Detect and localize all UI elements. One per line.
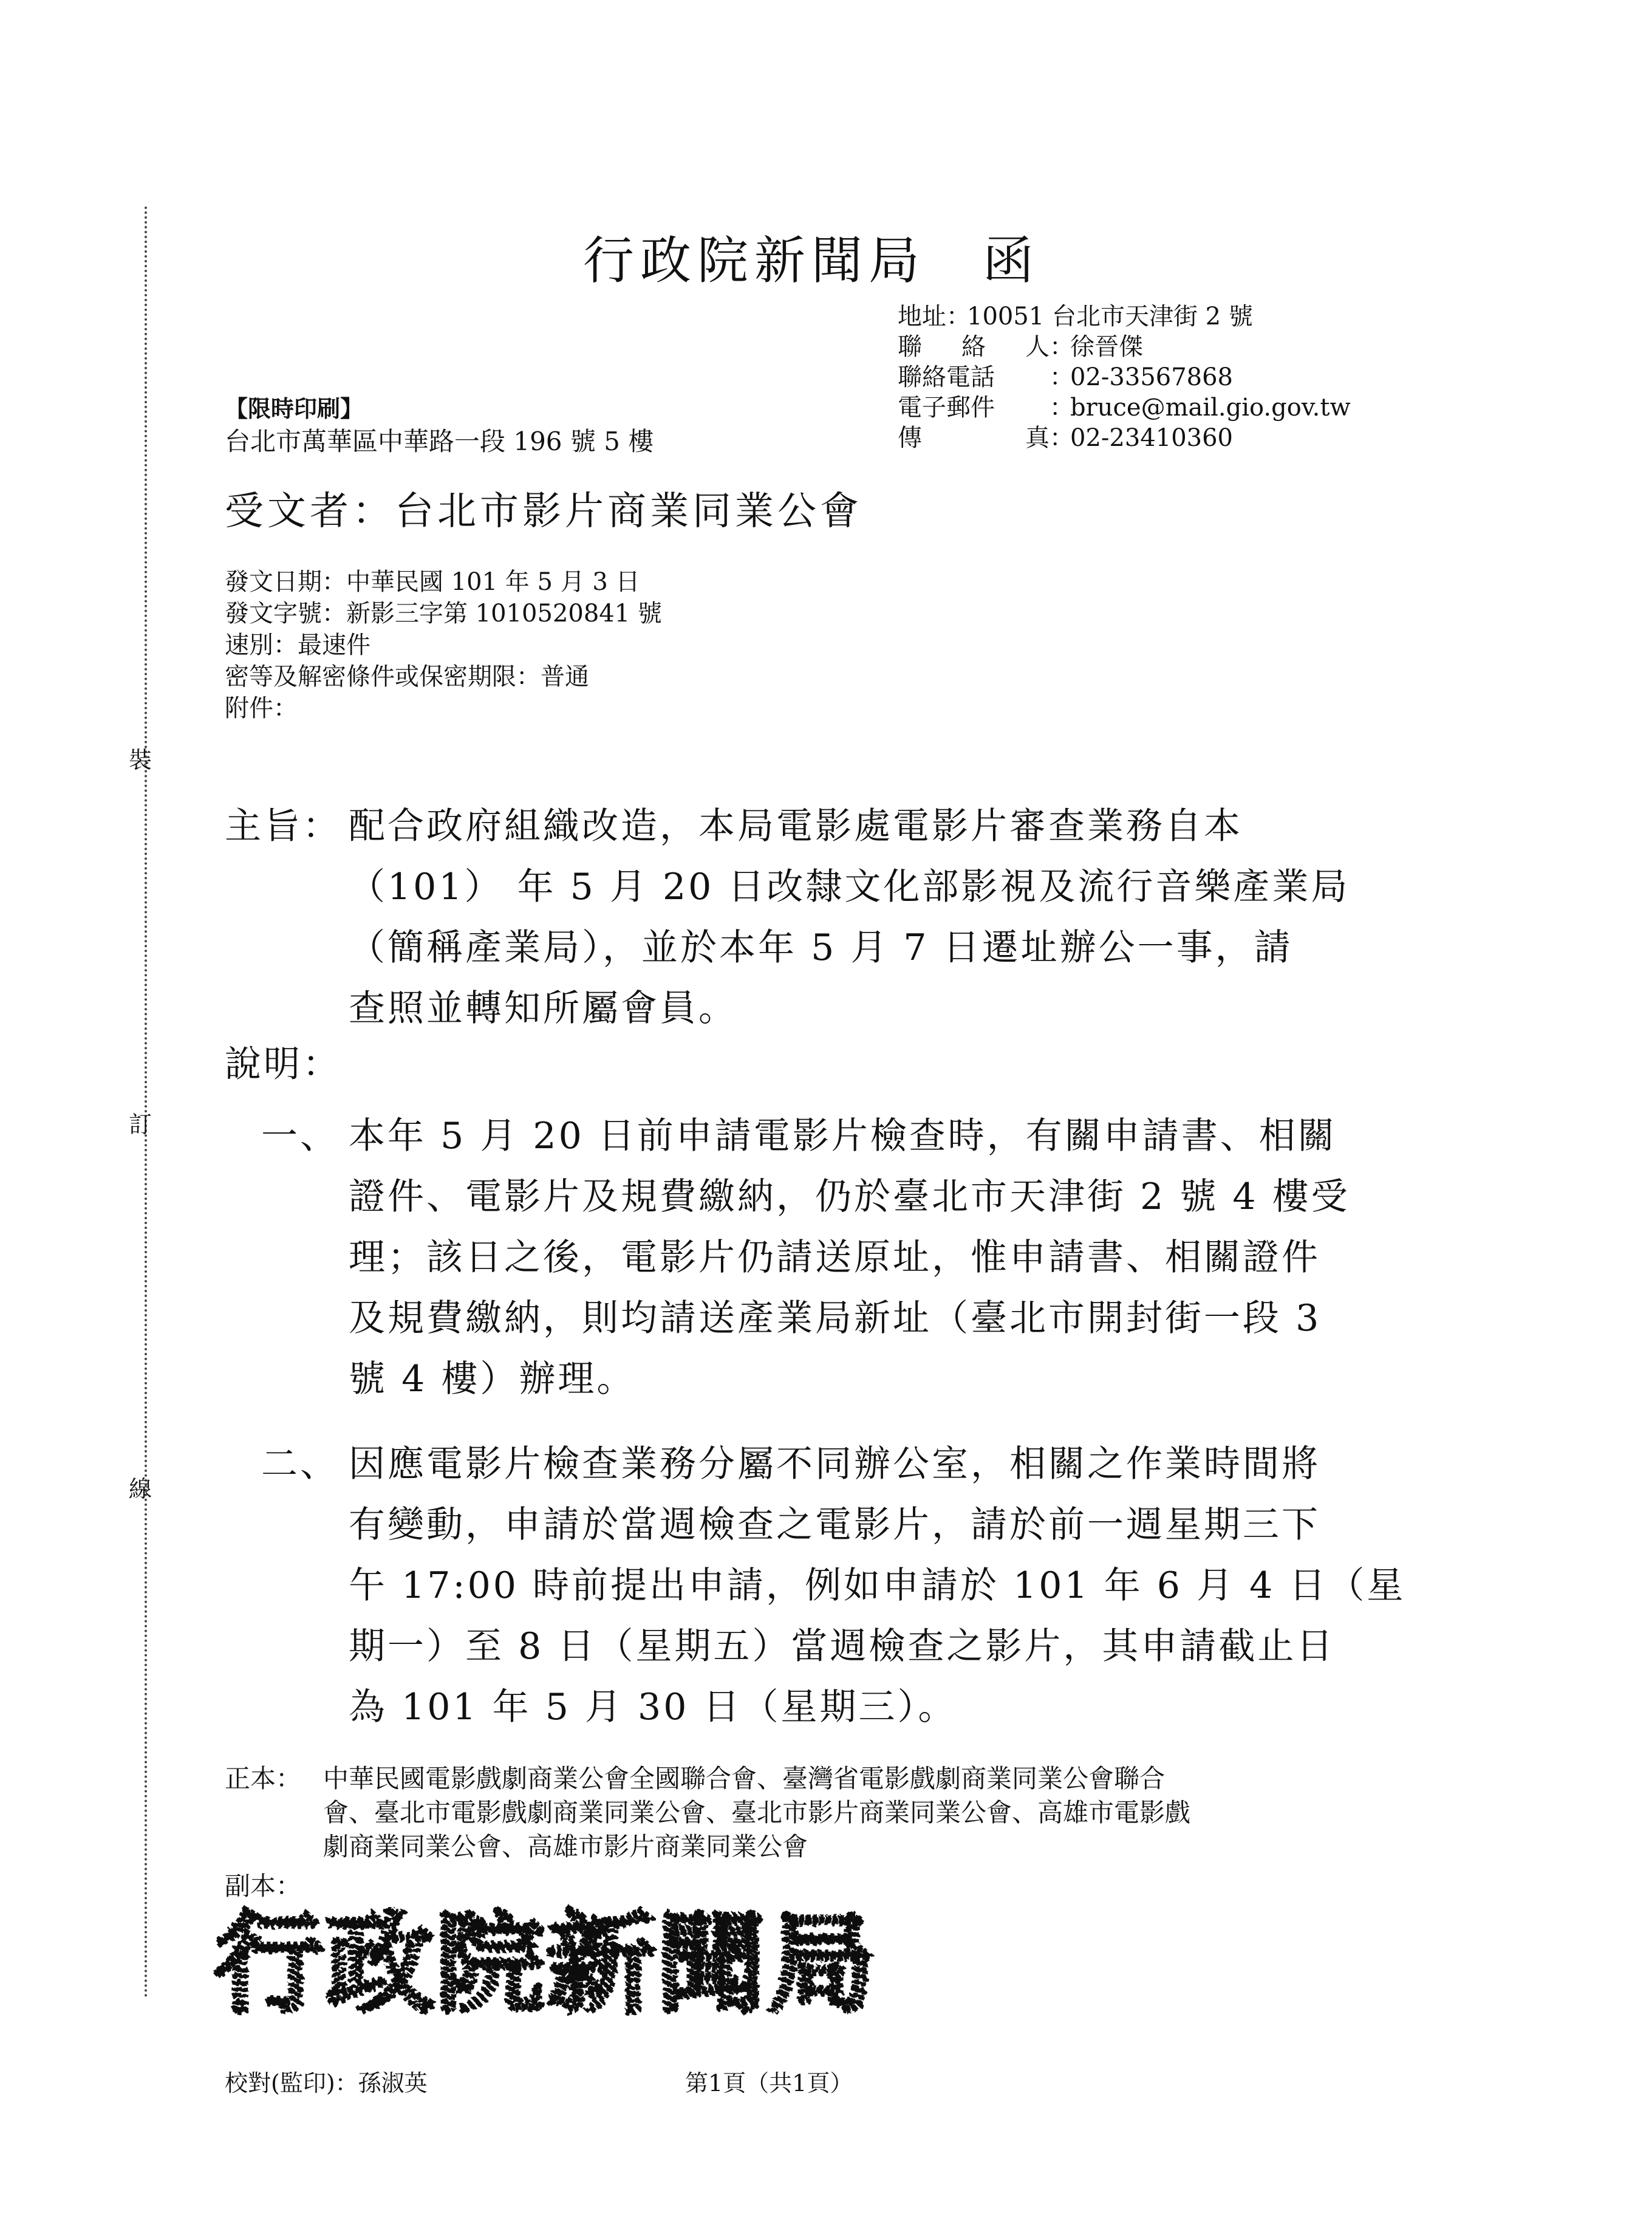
item-line: 號 4 樓）辦理。 [349, 1358, 636, 1400]
mailing-block [225, 392, 654, 458]
contact-person-row: 聯 絡 人 ： 徐晉傑 [898, 333, 1143, 361]
attachments: 附件： [225, 694, 298, 722]
contact-person-label: 聯 絡 人 [898, 333, 1050, 361]
item-line: 本年 5 月 20 日前申請電影片檢查時，有關申請書、相關 [349, 1115, 1337, 1157]
main-recipients-list [323, 1762, 1190, 1864]
item-line: 有變動，申請於當週檢查之電影片，請於前一週星期三下 [349, 1504, 1320, 1546]
copy-recipients-label: 副本： [225, 1871, 302, 1901]
item-line: 期一）至 8 日（星期五）當週檢查之影片，其申請截止日 [349, 1625, 1336, 1668]
document-number: 發文字號：新影三字第 1010520841 號 [225, 600, 662, 628]
subject-line: （簡稱產業局），並於本年 5 月 7 日遷址辦公一事，請 [349, 926, 1293, 969]
explanation-label: 說明： [225, 1043, 341, 1086]
recipient-line: 中華民國電影戲劇商業公會全國聯合會、臺灣省電影戲劇商業同業公會聯合 [323, 1764, 1166, 1793]
binding-mark-zhuang: 裝 [129, 747, 152, 773]
item-number: 一、 [261, 1115, 339, 1157]
contact-fax-value: 02-23410360 [1070, 424, 1234, 452]
mailing-address: 台北市萬華區中華路一段 196 號 5 樓 [225, 426, 654, 456]
contact-phone-value: 02-33567868 [1070, 363, 1234, 391]
proofreader: 校對(監印)：孫淑英 [225, 2070, 428, 2097]
subject-line: 配合政府組織改造，本局電影處電影片審查業務自本 [349, 805, 1243, 847]
main-recipients-label: 正本： [225, 1764, 302, 1793]
issue-date: 發文日期：中華民國 101 年 5 月 3 日 [225, 568, 640, 596]
contact-address-value: 10051 台北市天津街 2 號 [967, 303, 1253, 330]
contact-fax-label: 傳 真 [898, 424, 1050, 452]
contact-email-label: 電子郵件 [898, 394, 995, 422]
item-line: 為 101 年 5 月 30 日（星期三）。 [349, 1686, 957, 1728]
recipient: 受文者：台北市影片商業同業公會 [225, 489, 862, 534]
contact-email-row: 電子郵件 ： bruce@mail.gio.gov.tw [898, 394, 1351, 422]
item-line: 及規費繳納，則均請送產業局新址（臺北市開封街一段 3 [349, 1297, 1322, 1340]
item-line: 因應電影片檢查業務分屬不同辦公室，相關之作業時間將 [349, 1443, 1320, 1485]
contact-person-value: 徐晉傑 [1070, 333, 1143, 361]
recipient-line: 會、臺北市電影戲劇商業同業公會、臺北市影片商業同業公會、高雄市電影戲 [323, 1798, 1191, 1827]
agency-seal [206, 1902, 887, 2023]
delivery-speed: 速別：最速件 [225, 631, 370, 659]
contact-block [898, 301, 1351, 453]
subject-line: （101） 年 5 月 20 日改隸文化部影視及流行音樂產業局 [349, 866, 1350, 908]
binding-mark-ding: 訂 [129, 1111, 152, 1138]
page-number: 第1頁（共1頁） [685, 2070, 853, 2097]
binding-mark-xian: 線 [129, 1476, 152, 1502]
item-number: 二、 [261, 1443, 339, 1485]
contact-address-row: 地址 ： 10051 台北市天津街 2 號 [898, 303, 1253, 330]
contact-email-value: bruce@mail.gio.gov.tw [1070, 394, 1351, 422]
item-body [349, 1106, 1350, 1409]
item-line: 理；該日之後，電影片仍請送原址，惟申請書、相關證件 [349, 1236, 1320, 1279]
contact-address-label: 地址 [898, 303, 946, 330]
secrecy-level: 密等及解密條件或保密期限：普通 [225, 663, 589, 691]
item-line: 午 17:00 時前提出申請，例如申請於 101 年 6 月 4 日（星 [349, 1564, 1406, 1607]
subject-body [349, 796, 1350, 1039]
subject-label: 主旨： [225, 805, 341, 847]
contact-phone-label: 聯絡電話 [898, 363, 995, 391]
svg-text:行政院新聞局: 行政院新聞局 [215, 1902, 878, 2023]
item-body [349, 1434, 1405, 1737]
recipient-line: 劇商業同業公會、高雄市影片商業同業公會 [323, 1832, 808, 1861]
binding-line [145, 207, 147, 1999]
priority-print-mark: 【限時印刷】 [225, 395, 364, 422]
document-title: 行政院新聞局 函 [583, 231, 1040, 290]
main-recipients [225, 1762, 1191, 1861]
contact-fax-row: 傳 真 ： 02-23410360 [898, 424, 1234, 452]
item-line: 證件、電影片及規費繳納，仍於臺北市天津街 2 號 4 樓受 [349, 1176, 1350, 1218]
contact-phone-row: 聯絡電話 ： 02-33567868 [898, 363, 1234, 391]
document-meta [225, 566, 662, 724]
subject-line: 查照並轉知所屬會員。 [349, 987, 737, 1030]
